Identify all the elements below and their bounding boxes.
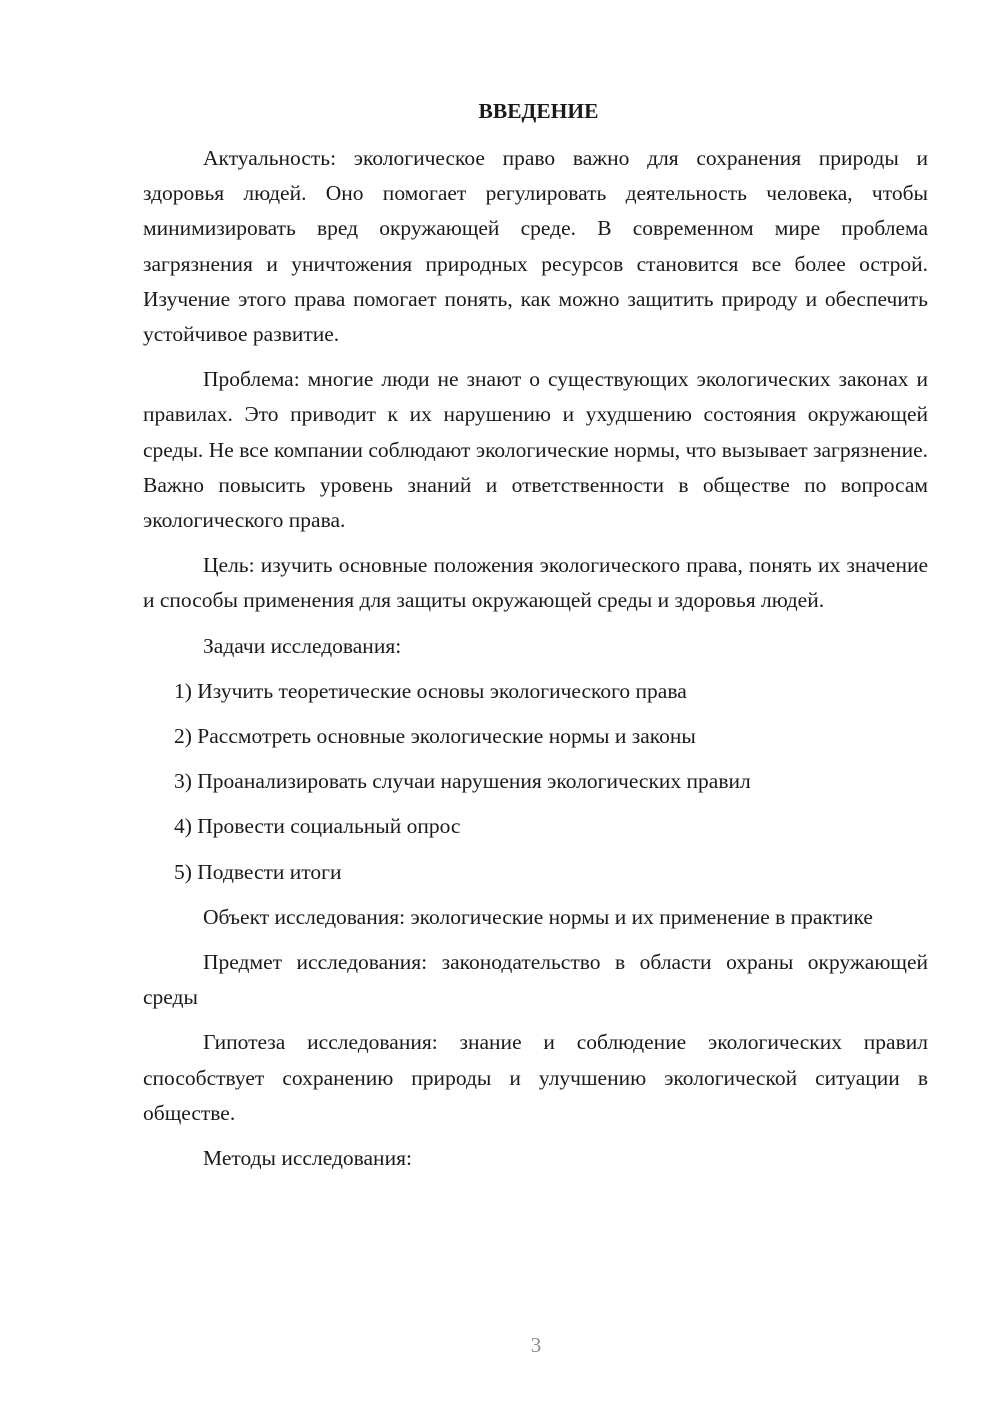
page-content xyxy=(143,95,928,1186)
methods-title: Методы исследования: xyxy=(203,1146,412,1171)
subject-paragraph: Предмет исследования: законодательство в области охраны окружающей среды xyxy=(143,950,928,1010)
hypothesis-paragraph: Гипотеза исследования: знание и соблюдение экологических правил способствует сохранению природы и улучшению экологической ситуации в обществе. xyxy=(143,1030,928,1125)
task-item: 5) Подвести итоги xyxy=(174,859,342,884)
task-item: 2) Рассмотреть основные экологические нормы и законы xyxy=(174,724,696,749)
task-item: 3) Проанализировать случаи нарушения экологических правил xyxy=(174,769,751,794)
tasks-title: Задачи исследования: xyxy=(203,633,402,658)
task-item: 1) Изучить теоретические основы экологического права xyxy=(174,678,687,703)
task-item: 4) Провести социальный опрос xyxy=(174,814,461,839)
relevance-paragraph: Актуальность: экологическое право важно для сохранения природы и здоровья людей. Оно помогает регулировать деятельность человека, чтобы минимизировать вред окружающей среде. В современном мире проблема загрязнения и уничтожения природных ресурсов становится все более острой. Изучение этого права помогает понять, как можно защитить природу и обеспечить устойчивое развитие. xyxy=(143,146,928,347)
section-heading: ВВЕДЕНИЕ xyxy=(478,99,599,123)
object-paragraph: Объект исследования: экологические нормы и их применение в практике xyxy=(203,904,873,929)
goal-paragraph: Цель: изучить основные положения экологического права, понять их значение и способы применения для защиты окружающей среды и здоровья людей. xyxy=(143,553,928,613)
tasks-list xyxy=(143,674,928,890)
page-number: 3 xyxy=(530,1333,542,1357)
problem-paragraph: Проблема: многие люди не знают о существующих экологических законах и правилах. Это приводит к их нарушению и ухудшению состояния окружающей среды. Не все компании соблюдают экологические нормы, что вызывает загрязнение. Важно повысить уровень знаний и ответственности в обществе по вопросам экологического права. xyxy=(143,367,928,533)
